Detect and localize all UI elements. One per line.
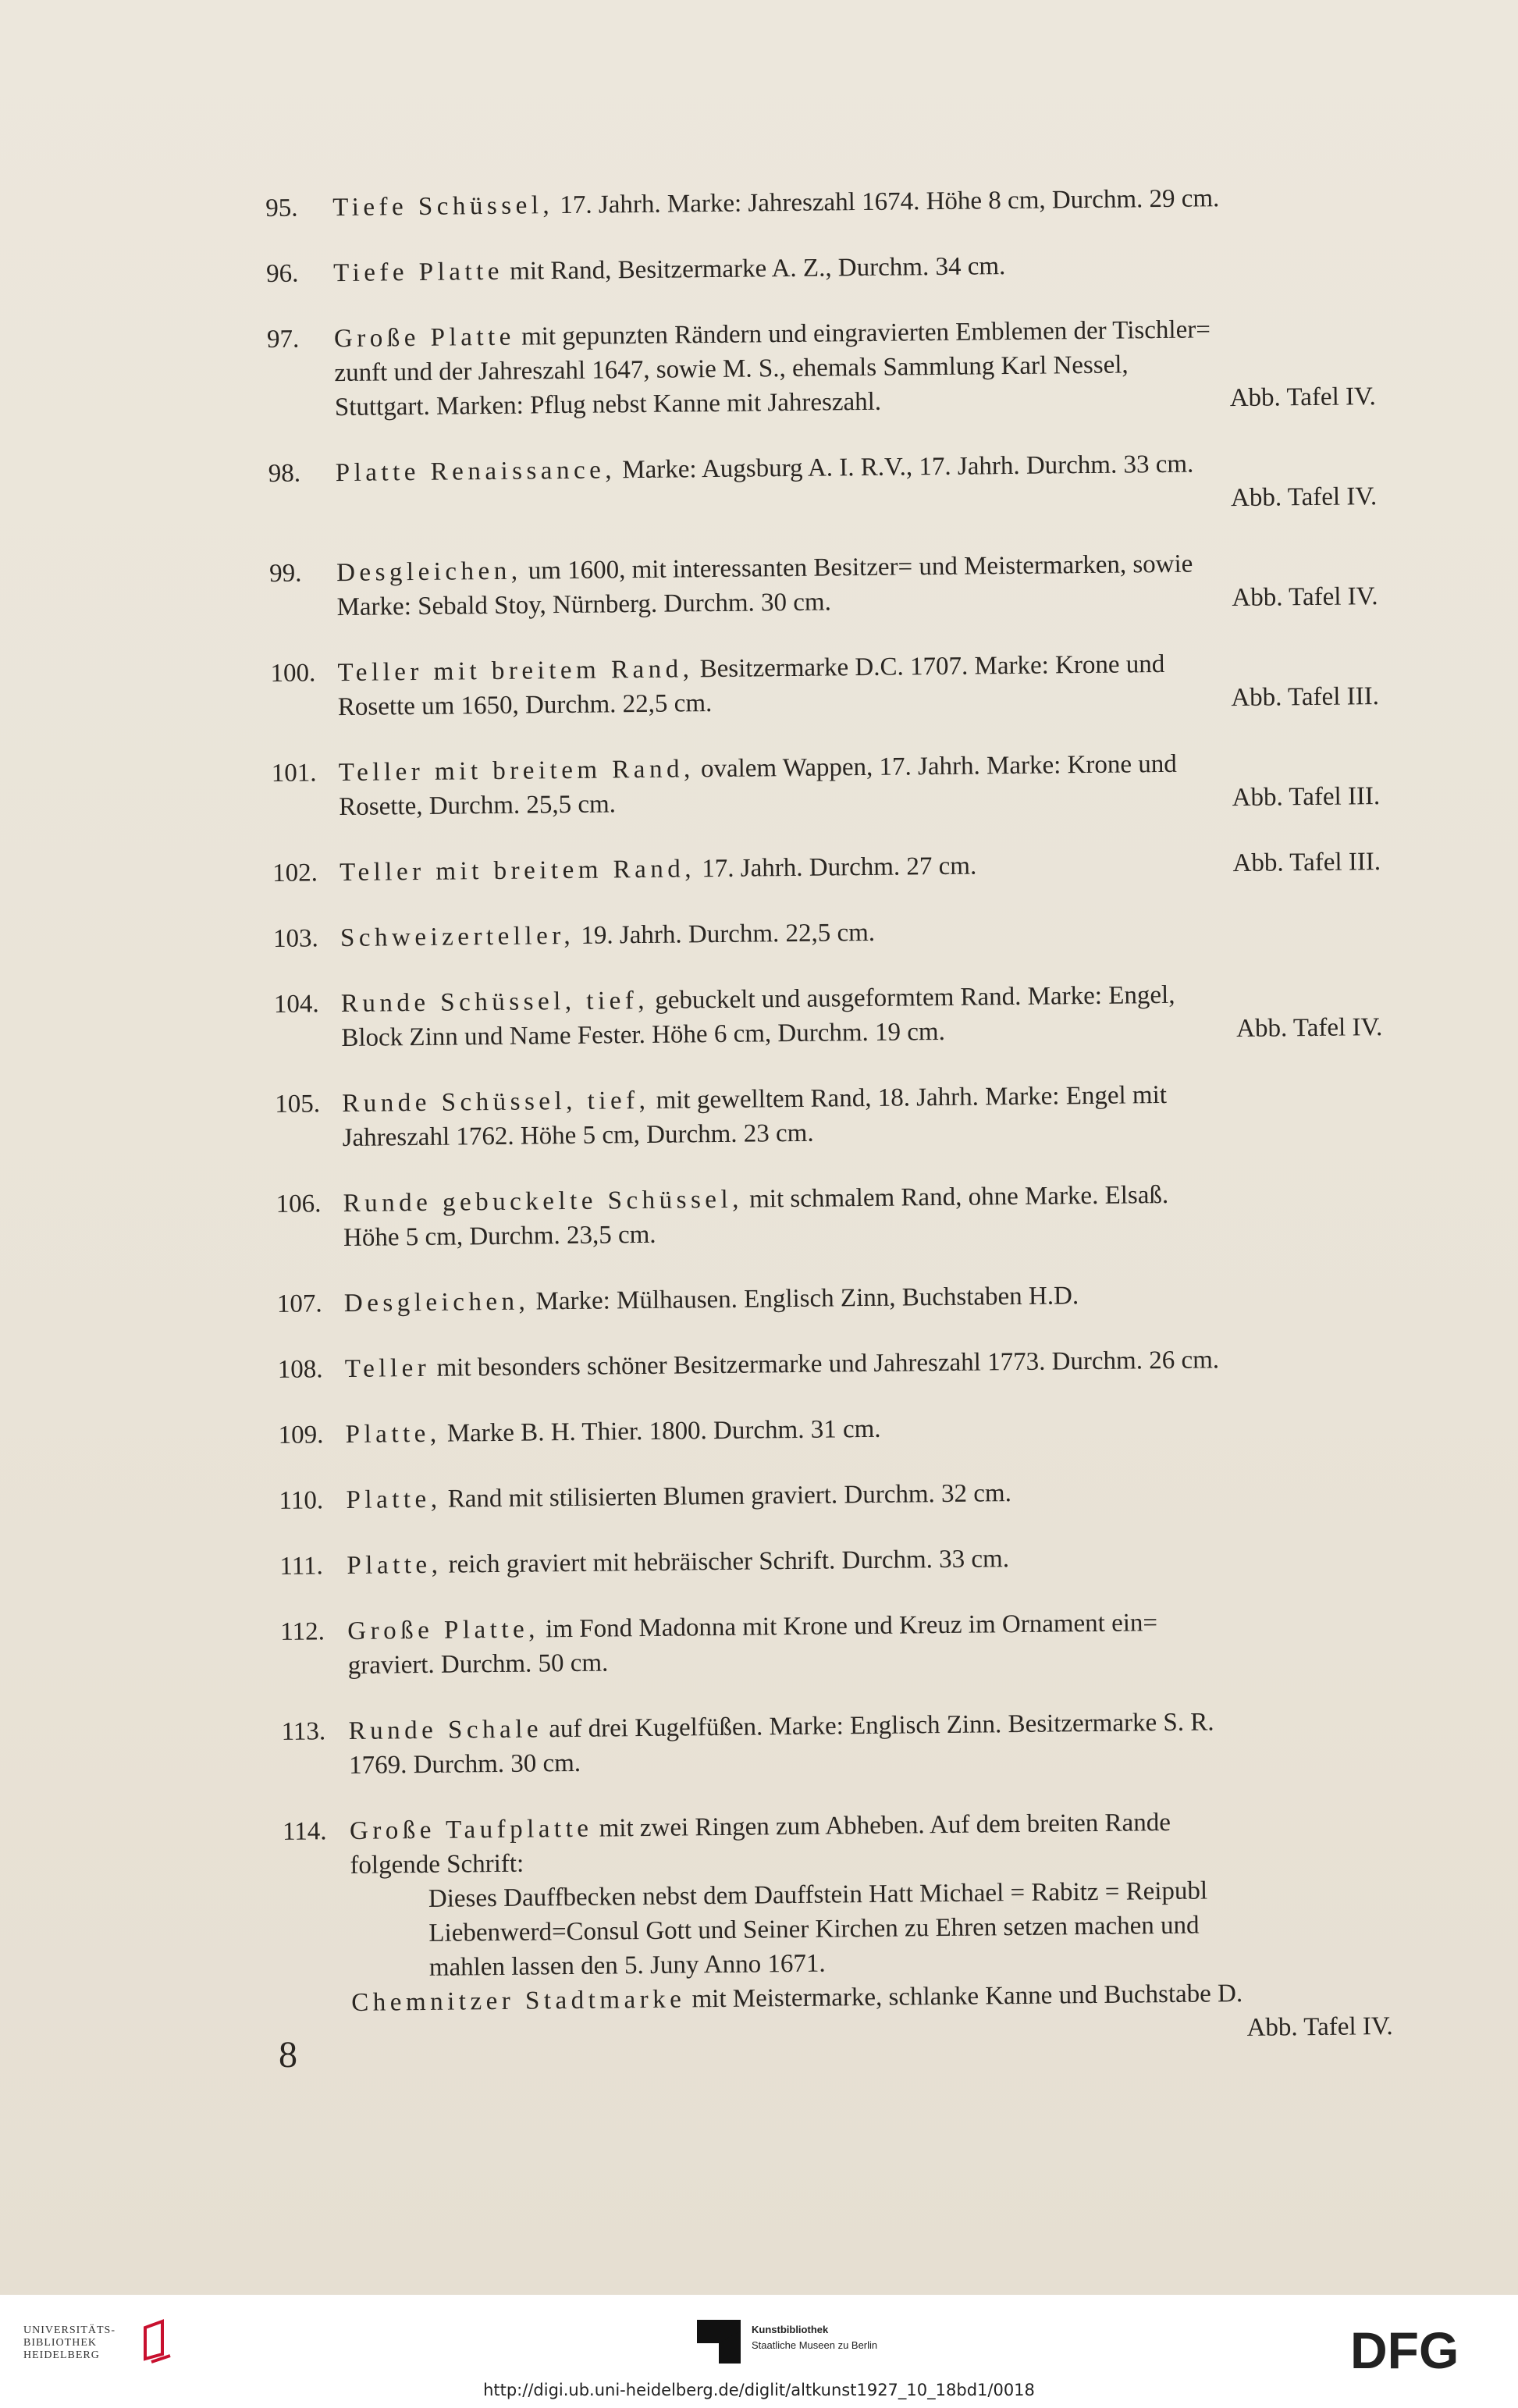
entry-text: Marke B. H. Thier. 1800. Durchm. 31 cm.: [440, 1414, 881, 1448]
entry-text: mit besonders schöner Besitzermarke und Jahreszahl 1773. Durchm. 26 cm.: [430, 1346, 1220, 1382]
university-logo-icon: [139, 2318, 178, 2365]
inscription-line: mahlen lassen den 5. Juny Anno 1671.: [428, 1949, 826, 1982]
entry-text: Marke: Sebald Stoy, Nürnberg. Durchm. 30 cm.: [336, 588, 832, 622]
entry-text: Besitzermarke D.C. 1707. Marke: Krone und: [693, 649, 1165, 684]
catalogue-entry: [265, 180, 1374, 226]
entry-number: 113.: [281, 1717, 326, 1746]
plate-reference: Abb. Tafel IV.: [1232, 582, 1378, 613]
plate-reference: Abb. Tafel IV.: [1229, 382, 1377, 413]
plate-reference: Abb. Tafel IV.: [1236, 1013, 1383, 1044]
catalogue-entry: [280, 1603, 1389, 1684]
entry-text: mit gepunzten Rändern und eingravierten Emblemen der Tischler=: [514, 315, 1211, 351]
entry-number: 99.: [268, 559, 302, 588]
entry-text: mit Meistermarke, schlanke Kanne und Buchstabe D.: [685, 1979, 1243, 2014]
plate-reference: Abb. Tafel III.: [1232, 848, 1381, 878]
entry-number: 105.: [275, 1090, 321, 1119]
entry-text: 17. Jahrh. Durchm. 27 cm.: [695, 852, 977, 884]
entry-heading: Teller mit breitem Rand,: [337, 655, 694, 688]
dfg-logo: [1350, 2326, 1498, 2373]
entry-line: [344, 1275, 1385, 1321]
entry-text: mit schmalem Rand, ohne Marke. Elsaß.: [742, 1180, 1169, 1214]
entry-number: 102.: [272, 859, 318, 887]
entry-number: 95.: [265, 194, 298, 222]
entry-heading: Runde Schüssel, tief,: [342, 1086, 650, 1119]
plate-reference: Abb. Tafel IV.: [1230, 482, 1378, 513]
page-number: 8: [279, 2034, 297, 2075]
entry-number: 104.: [273, 990, 319, 1019]
entry-heading: Platte,: [347, 1550, 443, 1581]
entry-line: [347, 1538, 1388, 1583]
entry-text: auf drei Kugelfüßen. Marke: Englisch Zinn. Besitzermarke S. R.: [542, 1708, 1214, 1744]
entry-heading: Runde gebuckelte Schüssel,: [343, 1185, 744, 1218]
entry-number: 108.: [277, 1355, 323, 1384]
entry-text: mit gewelltem Rand, 18. Jahrh. Marke: Engel mit: [649, 1080, 1168, 1115]
entry-text: 19. Jahrh. Durchm. 22,5 cm.: [574, 918, 876, 950]
entry-heading: Tiefe Schüssel,: [332, 191, 554, 222]
entry-heading: Runde Schüssel, tief,: [340, 986, 649, 1019]
kunstbibliothek-logo-icon: [697, 2320, 741, 2364]
catalogue-entry: [272, 845, 1381, 891]
entry-text: Höhe 5 cm, Durchm. 23,5 cm.: [343, 1220, 656, 1253]
catalogue-entry: [276, 1176, 1385, 1256]
entry-number: 112.: [280, 1617, 325, 1646]
catalogue-entry: [266, 245, 1374, 291]
entry-text: 1769. Durchm. 30 cm.: [348, 1748, 581, 1780]
entry-number: 100.: [270, 659, 316, 688]
catalogue-entry: [269, 545, 1378, 625]
entry-heading: Desgleichen,: [336, 557, 522, 588]
catalogue-entry: [273, 910, 1381, 956]
entry-heading: Runde Schale: [348, 1715, 543, 1745]
entry-line: [332, 180, 1374, 225]
catalogue-entry: [279, 1538, 1388, 1584]
inscription-line: Dieses Dauffbecken nebst dem Dauffstein Hatt Michael = Rabitz = Reipubl: [428, 1876, 1208, 1913]
entry-text: Jahreszahl 1762. Höhe 5 cm, Durchm. 23 cm.: [342, 1119, 814, 1153]
entry-heading: Teller: [344, 1353, 431, 1384]
entry-heading: Teller mit breitem Rand,: [338, 755, 695, 788]
catalogue-entry: [279, 1472, 1387, 1518]
source-url[interactable]: http://digi.ub.uni-heidelberg.de/diglit/altkunst1927_10_18bd1/0018: [483, 2381, 1035, 2399]
entry-heading: Große Platte: [333, 322, 516, 354]
entry-text: mit Rand, Besitzermarke A. Z., Durchm. 34 cm.: [503, 252, 1006, 286]
catalogue-entry: [277, 1275, 1385, 1321]
entry-number: 114.: [282, 1817, 327, 1846]
kunstbibliothek-label: Kunstbibliothek Staatliche Museen zu Berlin: [752, 2324, 878, 2351]
entry-line: [340, 845, 1381, 890]
entry-number: 98.: [268, 459, 301, 488]
entry-text: folgende Schrift:: [350, 1849, 524, 1880]
entry-number: 107.: [276, 1289, 322, 1318]
entry-line: [333, 245, 1374, 290]
catalogue-entry: [281, 1703, 1390, 1784]
entry-heading: Platte,: [345, 1419, 441, 1449]
entry-text: Rosette um 1650, Durchm. 22,5 cm.: [337, 689, 713, 722]
entry-text: zunft und der Jahreszahl 1647, sowie M. S., ehemals Sammlung Karl Nessel,: [334, 350, 1129, 388]
catalogue-entries: [265, 180, 1393, 2086]
entry-number: 96.: [265, 259, 299, 288]
catalogue-entry: [270, 645, 1379, 725]
svg-text:DFG: DFG: [1350, 2326, 1459, 2373]
entry-heading: Große Taufplatte: [349, 1814, 593, 1845]
entry-number: 106.: [276, 1190, 322, 1218]
entry-heading: Teller mit breitem Rand,: [339, 855, 696, 887]
plate-reference: Abb. Tafel IV.: [1246, 2012, 1393, 2042]
catalogue-entry: [274, 976, 1383, 1056]
entry-text: Stuttgart. Marken: Pflug nebst Kanne mit Jahreszahl.: [334, 387, 882, 422]
university-library-name: UNIVERSITÄTS- BIBLIOTHEK HEIDELBERG: [23, 2324, 116, 2361]
entry-line: [345, 1341, 1386, 1386]
entry-line: [345, 1407, 1386, 1452]
entry-heading: Platte,: [346, 1485, 442, 1515]
entry-text: mit zwei Ringen zum Abheben. Auf dem breiten Rande: [592, 1808, 1171, 1843]
entry-number: 111.: [279, 1552, 323, 1581]
plate-reference: Abb. Tafel III.: [1231, 682, 1380, 713]
entry-number: 97.: [266, 325, 300, 354]
entry-text: Block Zinn und Name Fester. Höhe 6 cm, Durchm. 19 cm.: [341, 1017, 946, 1053]
entry-text: Rand mit stilisierten Blumen graviert. Durchm. 32 cm.: [441, 1479, 1012, 1513]
catalogue-entry: [278, 1407, 1386, 1453]
entry-heading: Chemnitzer Stadtmarke: [351, 1985, 686, 2017]
entry-heading: Platte Renaissance,: [335, 456, 617, 488]
catalogue-entry: [275, 1076, 1384, 1156]
footer-bar: [0, 2295, 1518, 2408]
entry-text: graviert. Durchm. 50 cm.: [347, 1649, 609, 1680]
entry-heading: Desgleichen,: [343, 1287, 530, 1318]
plate-reference: Abb. Tafel III.: [1232, 782, 1381, 813]
catalogue-entry: [272, 745, 1381, 825]
entry-heading: Schweizerteller,: [340, 921, 575, 953]
entry-line: [340, 910, 1381, 955]
entry-text: Rosette, Durchm. 25,5 cm.: [339, 790, 617, 822]
entry-text: reich graviert mit hebräischer Schrift. Durchm. 33 cm.: [442, 1545, 1010, 1579]
entry-text: ovalem Wappen, 17. Jahrh. Marke: Krone und: [694, 749, 1177, 784]
entry-number: 101.: [271, 759, 317, 788]
catalogue-entry: [278, 1341, 1386, 1387]
entry-text: Marke: Augsburg A. I. R.V., 17. Jahrh. Durchm. 33 cm.: [615, 450, 1194, 485]
entry-number: 109.: [278, 1421, 324, 1449]
entry-heading: Große Platte,: [347, 1615, 540, 1645]
inscription-line: Liebenwerd=Consul Gott und Seiner Kirchen zu Ehren setzen machen und: [428, 1911, 1200, 1947]
entry-text: um 1600, mit interessanten Besitzer= und Meistermarken, sowie: [521, 550, 1193, 585]
entry-text: Marke: Mülhausen. Englisch Zinn, Buchstaben H.D.: [529, 1282, 1079, 1316]
catalogue-entry: [283, 1803, 1393, 2055]
entry-text: 17. Jahrh. Marke: Jahreszahl 1674. Höhe 8 cm, Durchm. 29 cm.: [553, 184, 1220, 220]
entry-text: im Fond Madonna mit Krone und Kreuz im Ornament ein=: [539, 1609, 1158, 1644]
entry-text: gebuckelt und ausgeformtem Rand. Marke: Engel,: [648, 980, 1175, 1015]
entry-number: 110.: [279, 1486, 324, 1515]
entry-line: [346, 1472, 1387, 1517]
catalogue-entry: [268, 445, 1378, 525]
entry-number: 103.: [272, 924, 318, 953]
catalogue-entry: [267, 311, 1376, 425]
entry-heading: Tiefe Platte: [332, 257, 504, 288]
